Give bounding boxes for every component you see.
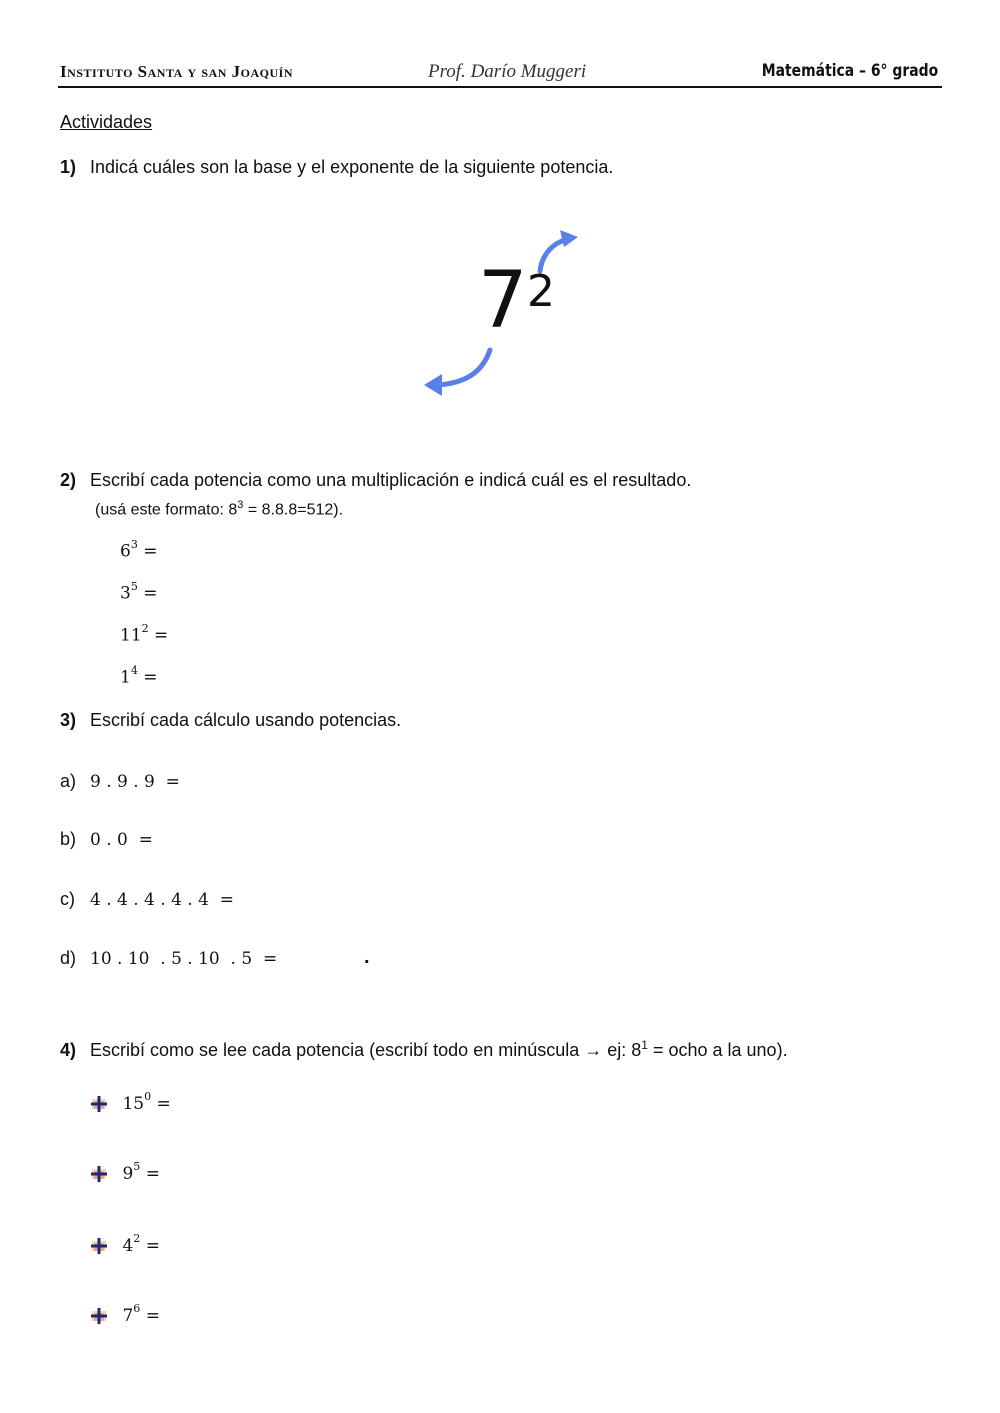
exponent-arrowhead-icon <box>560 230 578 247</box>
bullet-cross-icon <box>90 1095 108 1113</box>
question-number: 2) <box>60 470 77 490</box>
question-number: 4) <box>60 1040 77 1060</box>
calc-item-a: a) 9 . 9 . 9 = <box>60 771 180 792</box>
question-number: 1) <box>60 157 77 177</box>
base-arrow-icon <box>438 350 490 385</box>
question-text: Escribí cada cálculo usando potencias. <box>90 710 402 730</box>
power-item: $1^4$ = <box>120 664 158 688</box>
question-text: Indicá cuáles son la base y el exponente de la siguiente potencia. <box>90 157 614 177</box>
power-item: $6^3$ = <box>120 538 158 562</box>
school-name: Instituto Santa y san Joaquín <box>60 62 293 81</box>
subject-grade: Matemática – 6° grado <box>761 61 938 81</box>
power-exponent: 2 <box>527 266 555 317</box>
calc-item-d: d) 10 . 10 . 5 . 10 . 5 = <box>60 948 278 969</box>
question-1 <box>60 157 613 178</box>
trailing-dot: . <box>364 946 370 968</box>
reading-item: $4^2$ = <box>90 1234 160 1256</box>
power-base: 7 <box>478 256 528 346</box>
teacher-name: Prof. Darío Muggeri <box>428 61 587 82</box>
reading-item: $9^5$ = <box>90 1162 160 1184</box>
reading-item: $7^6$ = <box>90 1304 160 1326</box>
power-item: $11^2$ = <box>120 622 169 646</box>
calc-item-c: c) 4 . 4 . 4 . 4 . 4 = <box>60 889 234 910</box>
reading-item: $15^0$ = <box>90 1092 171 1114</box>
format-note: (usá este formato: $8^3 = 8.8.8=512$). <box>95 499 344 519</box>
calc-item-b: b) 0 . 0 = <box>60 829 153 850</box>
arrows-diagram <box>410 225 590 410</box>
bullet-cross-icon <box>90 1165 108 1183</box>
question-4: 4) Escribí como se lee cada potencia (escribí todo en minúscula → ej: $8^1$ = ocho a la uno). <box>60 1038 788 1060</box>
question-text: Escribí cada potencia como una multiplicación e indicá cuál es el resultado. <box>90 470 692 490</box>
base-arrowhead-icon <box>424 374 442 396</box>
power-item: $3^5$ = <box>120 580 158 604</box>
bullet-cross-icon <box>90 1307 108 1325</box>
bullet-cross-icon <box>90 1237 108 1255</box>
question-number: 3) <box>60 710 77 730</box>
section-title: Actividades <box>60 112 153 132</box>
question-3 <box>60 710 401 731</box>
question-2 <box>60 470 691 491</box>
header-rule <box>58 86 942 88</box>
